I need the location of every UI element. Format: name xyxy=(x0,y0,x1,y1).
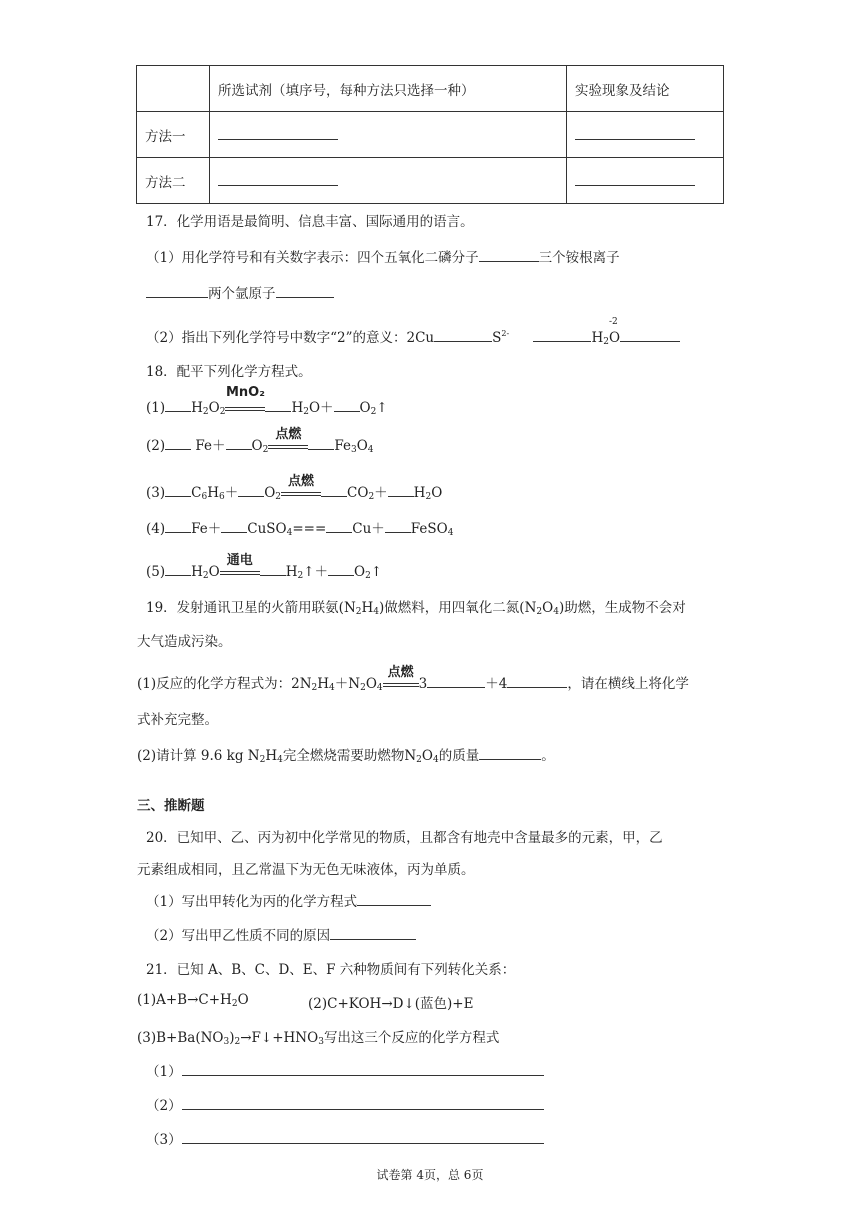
q17-stem: 17．化学用语是最简明、信息丰富、国际通用的语言。 xyxy=(146,214,474,230)
water-h: H xyxy=(591,330,604,346)
answer-blank[interactable] xyxy=(434,327,492,342)
coef-blank[interactable] xyxy=(308,435,334,450)
answer-blank[interactable] xyxy=(276,283,334,298)
eq-number: (3) xyxy=(146,485,166,501)
row-label: 方法一 xyxy=(137,112,210,158)
answer-blank[interactable] xyxy=(507,673,567,688)
coef-blank[interactable] xyxy=(221,518,247,533)
condition-mark: 点燃 xyxy=(268,438,308,454)
answer-blank[interactable] xyxy=(620,327,680,342)
coef-blank[interactable] xyxy=(238,482,264,497)
coef-blank[interactable] xyxy=(165,482,191,497)
page-footer: 试卷第 4页，总 6页 xyxy=(376,1168,484,1182)
answer-blank[interactable] xyxy=(357,891,431,906)
q17-part1-text-a: （1）用化学符号和有关数字表示：四个五氧化二磷分子 xyxy=(146,250,479,266)
condition-mark: MnO₂ xyxy=(225,400,265,416)
q21-answer-1: （1） xyxy=(146,1060,544,1080)
q17-part1 xyxy=(146,246,620,266)
eq-number: (4) xyxy=(146,521,166,537)
answer-line[interactable] xyxy=(182,1129,544,1144)
equation-4: (4) Fe＋ CuSO$_4$=== Cu＋ FeSO$_4$ xyxy=(146,517,453,538)
eq-number: (2) xyxy=(146,438,166,454)
table-header-cell xyxy=(137,66,210,112)
q21-stem: 21．已知 A、B、C、D、E、F 六种物质间有下列转化关系： xyxy=(146,962,516,978)
coef-blank[interactable] xyxy=(260,561,286,576)
q21-reaction-2: (2)C+KOH→D↓(蓝色)+E xyxy=(308,996,474,1012)
answer-blank[interactable] xyxy=(146,283,208,298)
q20-part2: （2）写出甲乙性质不同的原因 xyxy=(146,924,416,944)
q20-stem: 20．已知甲、乙、丙为初中化学常见的物质，且都含有地壳中含量最多的元素，甲，乙 xyxy=(146,830,663,846)
condition-mark: 通电 xyxy=(220,564,260,580)
condition-mark: 点燃 xyxy=(383,676,419,692)
q21-answer-3: （3） xyxy=(146,1128,544,1148)
q20-stem-cont: 元素组成相同，且乙常温下为无色无味液体，丙为单质。 xyxy=(137,862,475,878)
table-row xyxy=(137,112,724,158)
eq-number: (1) xyxy=(146,400,166,416)
equation-5: (5) $H_2O$ 通电 $H_2↑+$ $O_2↑$ xyxy=(146,553,383,581)
answer-blank[interactable] xyxy=(567,158,724,204)
q17-part1-cont xyxy=(146,282,334,302)
coef-blank[interactable] xyxy=(326,518,352,533)
equation-3: (3) $C_6H_6+ O_2$ 点燃 $CO_2+ H_2O$ xyxy=(146,474,443,502)
water-o: O xyxy=(608,330,621,346)
coef-blank[interactable] xyxy=(165,435,191,450)
q17-part1-text-b: 三个铵根离子 xyxy=(538,250,620,266)
q19-part2: (2)请计算 9.6 kg $N_2H_4$完全燃烧需要助燃物$N_2O_4$的质量 。 xyxy=(137,744,555,765)
coef-blank[interactable] xyxy=(321,482,347,497)
q21-reaction-3: $(3)B+Ba(NO_3)_2\to F↓+HNO_3$写出这三个反应的化学方程式 xyxy=(137,1030,500,1047)
eq-number: (5) xyxy=(146,564,166,580)
coef-blank[interactable] xyxy=(165,518,191,533)
coef-blank[interactable] xyxy=(385,518,411,533)
q17-part2 xyxy=(146,317,680,347)
q19-stem: 19．发射通讯卫星的火箭用联氨$(N_2H_4)$做燃料，用四氧化二氮$(N_2O_4)$助燃，生成物不会对 xyxy=(146,600,686,617)
answer-blank[interactable] xyxy=(210,112,567,158)
coef-blank[interactable] xyxy=(165,561,191,576)
coef-blank[interactable] xyxy=(226,435,252,450)
equation-1: (1) $H_2O_2$ MnO₂ $H_2O+$ $O_2↑$ xyxy=(146,385,388,417)
answer-blank[interactable] xyxy=(427,673,485,688)
q17-part2-text: （2）指出下列化学符号中数字“2”的意义：2Cu xyxy=(146,330,435,346)
equation-2: (2) $Fe+ O_2$ 点燃 $Fe_3O_4$ xyxy=(146,427,374,455)
section-title: 三、推断题 xyxy=(137,798,205,814)
table-header-row xyxy=(137,66,724,112)
coef-blank[interactable] xyxy=(265,397,291,412)
sulfide-symbol: S xyxy=(492,330,502,346)
table-row xyxy=(137,158,724,204)
table-header-cell: 实验现象及结论 xyxy=(567,66,724,112)
answer-blank[interactable] xyxy=(567,112,724,158)
table-header-cell: 所选试剂（填序号，每种方法只选择一种） xyxy=(210,66,567,112)
q21-answer-2: （2） xyxy=(146,1094,544,1114)
answer-blank[interactable] xyxy=(479,247,539,262)
coef-blank[interactable] xyxy=(334,397,360,412)
row-label: 方法二 xyxy=(137,158,210,204)
sulfide-charge: 2- xyxy=(501,329,510,338)
q17-part1-text-c: 两个氩原子 xyxy=(208,286,276,302)
answer-line[interactable] xyxy=(182,1061,544,1076)
answer-blank[interactable] xyxy=(330,925,416,940)
coef-blank[interactable] xyxy=(388,482,414,497)
condition-mark: 点燃 xyxy=(281,485,321,501)
coef-blank[interactable] xyxy=(165,397,191,412)
answer-line[interactable] xyxy=(182,1095,544,1110)
answer-blank[interactable] xyxy=(210,158,567,204)
q19-part1-cont: 式补充完整。 xyxy=(137,712,218,728)
coef-blank[interactable] xyxy=(328,561,354,576)
q18-stem: 18．配平下列化学方程式。 xyxy=(146,364,312,380)
water-h-sub: 2 xyxy=(603,337,609,347)
valence-mark: -2 xyxy=(608,317,618,327)
q20-part1: （1）写出甲转化为丙的化学方程式 xyxy=(146,890,431,910)
answer-blank[interactable] xyxy=(533,327,591,342)
q19-part1: (1)反应的化学方程式为：$2N_2H_4+N_2O_4$ 点燃 3 ＋4 ，请在横线上将化学 xyxy=(137,665,689,693)
answer-blank[interactable] xyxy=(479,745,541,760)
q19-stem-cont: 大气造成污染。 xyxy=(137,634,232,650)
q21-reaction-1: $(1)A+B\to C+H_2O$ xyxy=(137,992,249,1009)
reagent-table xyxy=(136,65,724,204)
